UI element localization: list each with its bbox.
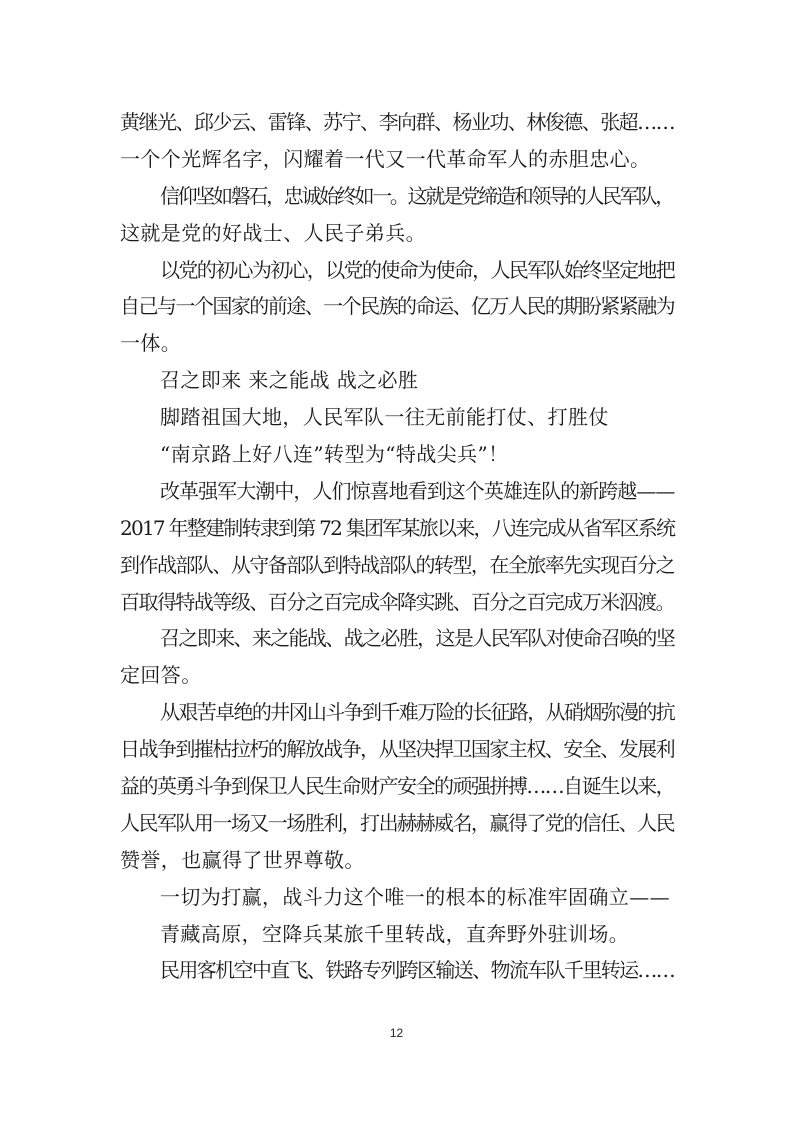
text-line: 一切为打赢，战斗力这个唯一的根本的标准牢固确立——: [160, 884, 670, 909]
document-body: [120, 104, 676, 989]
text-line: 益的英勇斗争到保卫人民生命财产安全的顽强拼搏……自诞生以来，: [120, 774, 675, 799]
text-line: 青藏高原，空降兵某旅千里转战，直奔野外驻训场。: [160, 921, 630, 946]
text-line: 这就是党的好战士、人民子弟兵。: [120, 220, 426, 245]
text-line: 百取得特战等级、百分之百完成伞降实跳、百分之百完成万米泅渡。: [120, 589, 675, 614]
text-line: “南京路上好八连”转型为“特战尖兵”！: [160, 442, 509, 467]
text-line: 到作战部队、从守备部队到特战部队的转型，在全旅率先实现百分之: [120, 552, 675, 577]
section-heading-line: 召之即来 来之能战 战之必胜: [160, 368, 419, 393]
text-line: 改革强军大潮中，人们惊喜地看到这个英雄连队的新跨越——: [160, 478, 675, 503]
text-line: 一个个光辉名字，闪耀着一代又一代革命军人的赤胆忠心。: [120, 146, 651, 171]
text-line: 2017 年整建制转隶到第 72 集团军某旅以来，八连完成从省军区系统: [120, 515, 675, 540]
text-line: 召之即来、来之能战、战之必胜，这是人民军队对使命召唤的坚: [160, 626, 675, 651]
text-line: 信仰坚如磐石，忠诚始终如一。这就是党缔造和领导的人民军队，: [160, 183, 673, 208]
text-line: 日战争到摧枯拉朽的解放战争，从坚决捍卫国家主权、安全、发展利: [120, 737, 675, 762]
page-number: 12: [389, 1026, 404, 1040]
text-line: 黄继光、邱少云、雷锋、苏宁、李向群、杨业功、林俊德、张超……: [120, 110, 675, 134]
text-line: 自己与一个国家的前途、一个民族的命运、亿万人民的期盼紧紧融为: [120, 294, 675, 319]
text-line: 一体。: [120, 331, 182, 356]
text-line: 以党的初心为初心，以党的使命为使命，人民军队始终坚定地把: [160, 257, 675, 282]
text-line: 定回答。: [120, 663, 202, 688]
text-line: 从艰苦卓绝的井冈山斗争到千难万险的长征路，从硝烟弥漫的抗: [160, 700, 675, 725]
text-line: 赞誉，也赢得了世界尊敬。: [120, 847, 365, 872]
text-line: 民用客机空中直飞、铁路专列跨区输送、物流车队千里转运……: [160, 958, 675, 983]
text-line: 人民军队用一场又一场胜利，打出赫赫威名，赢得了党的信任、人民: [120, 810, 675, 835]
section-heading-line: 脚踏祖国大地，人民军队一往无前能打仗、打胜仗: [160, 405, 609, 430]
